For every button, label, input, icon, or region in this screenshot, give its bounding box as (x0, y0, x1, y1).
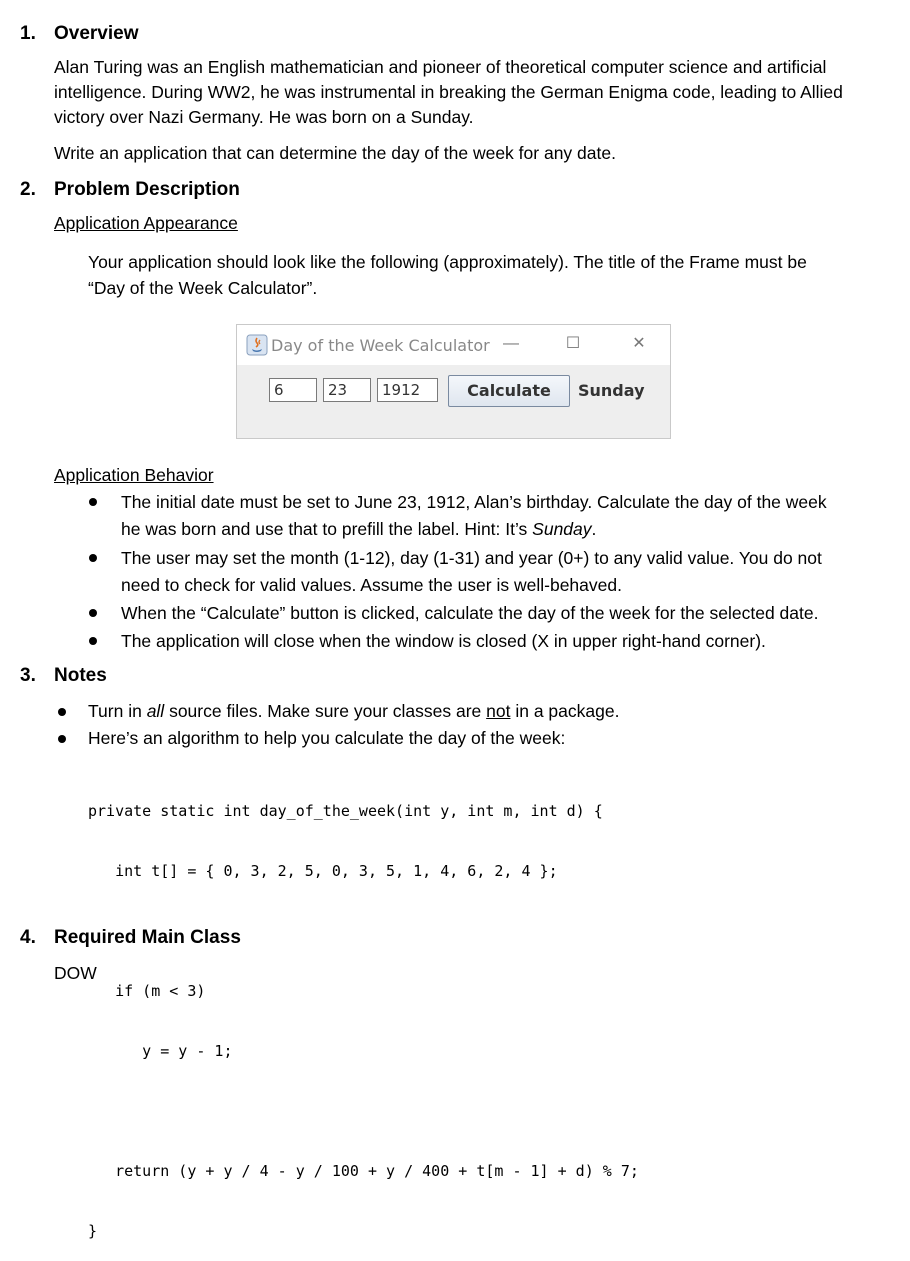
code-line: } (88, 1222, 98, 1240)
code-line (88, 1101, 639, 1121)
appearance-text (88, 250, 807, 301)
section-4-title: Required Main Class (54, 927, 241, 948)
notes-item-algorithm: Here’s an algorithm to help you calculate the day of the week: (88, 728, 566, 748)
overview-line: victory over Nazi Germany. He was born on a Sunday. (54, 107, 474, 127)
bullet-icon (89, 609, 97, 617)
java-icon (246, 334, 268, 356)
overview-paragraph (54, 55, 843, 130)
overview-line: intelligence. During WW2, he was instrumental in breaking the German Enigma code, leading to Allied (54, 82, 843, 102)
bullet-icon (89, 554, 97, 562)
code-line: if (m < 3) (88, 982, 206, 1000)
notes-text: source files. Make sure your classes are (164, 701, 487, 721)
section-3-heading (0, 664, 910, 690)
code-line: int t[] = { 0, 3, 2, 5, 0, 3, 5, 1, 4, 6, 2, 4 }; (88, 862, 558, 880)
bullet-icon (58, 735, 66, 743)
section-2-number: 2. (20, 179, 36, 200)
code-line: return (y + y / 4 - y / 100 + y / 400 + t[m - 1] + d) % 7; (88, 1162, 639, 1180)
behavior-hint-text: he was born and use that to prefill the label. Hint: It’s (121, 519, 533, 539)
behavior-item (121, 490, 827, 542)
section-3-title: Notes (54, 665, 107, 686)
code-block (88, 761, 639, 1261)
behavior-line-with-hint (121, 517, 827, 542)
section-2-title: Problem Description (54, 179, 240, 200)
code-line: y = y - 1; (88, 1042, 233, 1060)
calculator-window (236, 324, 671, 439)
notes-item-files (88, 699, 619, 724)
section-2-heading (0, 178, 910, 204)
calculate-button[interactable]: Calculate (448, 375, 570, 407)
day-result-label: Sunday (578, 381, 645, 400)
behavior-line: The initial date must be set to June 23, 1912, Alan’s birthday. Calculate the day of the week (121, 492, 827, 512)
notes-text: Turn in (88, 701, 147, 721)
appearance-heading: Application Appearance (54, 213, 238, 233)
code-line: private static int day_of_the_week(int y, int m, int d) { (88, 802, 603, 820)
appearance-line: “Day of the Week Calculator”. (88, 278, 318, 298)
hint-end: . (591, 519, 597, 539)
bullet-icon (89, 637, 97, 645)
behavior-heading: Application Behavior (54, 465, 214, 485)
year-field[interactable]: 1912 (377, 378, 438, 402)
behavior-item: The application will close when the window is closed (X in upper right-hand corner). (121, 631, 766, 651)
close-button[interactable]: ✕ (632, 335, 646, 352)
bullet-icon (58, 708, 66, 716)
bullet-icon (89, 498, 97, 506)
day-field[interactable]: 23 (323, 378, 371, 402)
behavior-line: The user may set the month (1-12), day (1-31) and year (0+) to any valid value. You do not (121, 548, 822, 568)
appearance-line: Your application should look like the following (approximately). The title of the Frame must be (88, 252, 807, 272)
month-field[interactable]: 6 (269, 378, 317, 402)
behavior-line: need to check for valid values. Assume the user is well-behaved. (121, 575, 622, 595)
section-1-number: 1. (20, 23, 36, 44)
notes-text: in a package. (510, 701, 620, 721)
behavior-item: When the “Calculate” button is clicked, calculate the day of the week for the selected date. (121, 603, 819, 623)
main-class-name: DOW (54, 963, 97, 983)
notes-italic: all (146, 701, 165, 721)
behavior-item (121, 546, 822, 598)
section-1-heading (0, 22, 910, 48)
hint-italic: Sunday (532, 519, 592, 539)
section-4-heading (0, 926, 910, 952)
maximize-button[interactable]: ☐ (565, 335, 581, 352)
overview-line: Alan Turing was an English mathematician and pioneer of theoretical computer science and artificial (54, 57, 827, 77)
section-3-number: 3. (20, 665, 36, 686)
window-titlebar (237, 325, 670, 365)
section-4-number: 4. (20, 927, 36, 948)
overview-task: Write an application that can determine the day of the week for any date. (54, 143, 616, 163)
notes-underline: not (486, 701, 511, 721)
window-title: Day of the Week Calculator (271, 336, 490, 355)
section-1-title: Overview (54, 23, 139, 44)
minimize-button[interactable]: — (503, 335, 519, 352)
